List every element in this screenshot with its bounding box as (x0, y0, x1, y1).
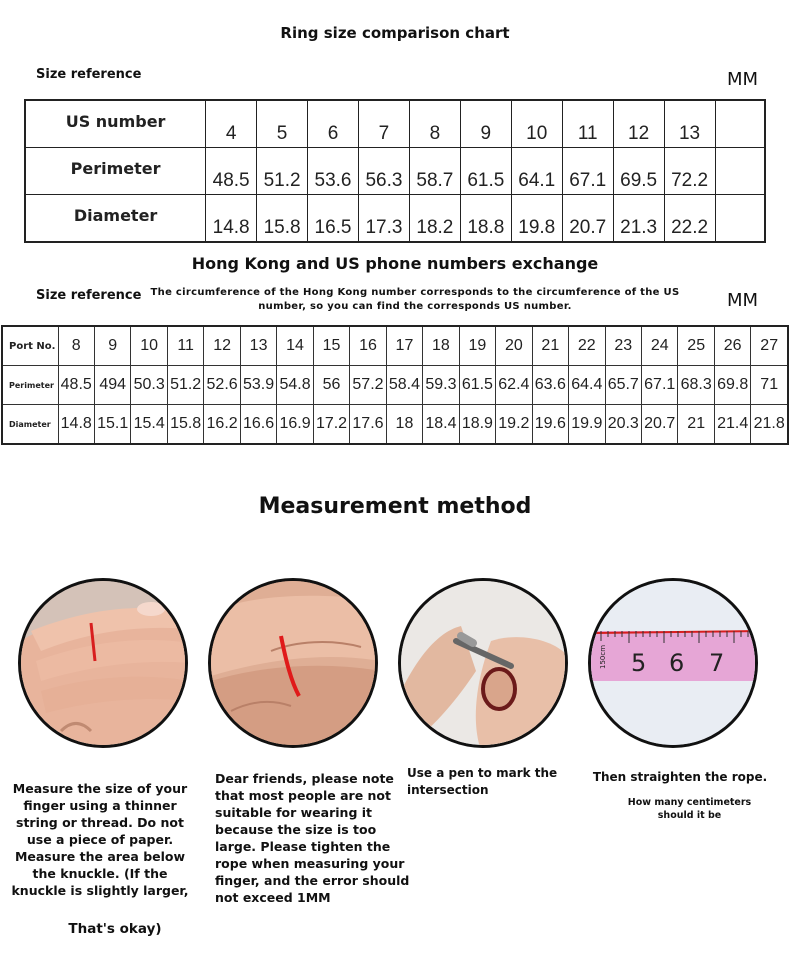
table-cell: 4 (206, 100, 257, 148)
table-cell: 15.1 (94, 405, 130, 445)
tape-label-5: 5 (631, 649, 647, 677)
row-header: Port No. (2, 326, 58, 366)
table-cell: 21.8 (751, 405, 788, 445)
table-row (2, 326, 788, 366)
row-header: US number (25, 100, 206, 148)
table-cell: 53.9 (240, 366, 276, 405)
unit-label: MM (727, 69, 759, 90)
table-cell: 21.4 (714, 405, 750, 445)
table-cell: 72.2 (664, 148, 715, 195)
table-cell: 26 (714, 326, 750, 366)
table-cell: 59.3 (423, 366, 459, 405)
table-cell: 18.9 (459, 405, 495, 445)
table-cell: 11 (562, 100, 613, 148)
unit-label-2: MM (727, 290, 759, 311)
table-cell: 61.5 (459, 366, 495, 405)
table-cell: 16.2 (204, 405, 240, 445)
exchange-note: The circumference of the Hong Kong number corresponds to the circumference of the US number, so you can find the corresponds US number. (150, 287, 680, 312)
table-cell: 17.3 (358, 195, 409, 243)
table-cell: 17.2 (313, 405, 349, 445)
finger-closeup-image (211, 581, 378, 748)
tape-label-6: 6 (669, 649, 685, 677)
table-cell: 10 (511, 100, 562, 148)
table-row (2, 405, 788, 445)
step3-photo (398, 578, 568, 748)
table-cell: 11 (167, 326, 203, 366)
table-cell: 19.8 (511, 195, 562, 243)
table-cell: 20 (496, 326, 532, 366)
step4-photo (588, 578, 758, 748)
method-title: Measurement method (258, 494, 532, 519)
table-cell: 69.5 (613, 148, 664, 195)
table-cell: 21 (678, 405, 714, 445)
table-cell: 63.6 (532, 366, 568, 405)
table-cell: 67.1 (562, 148, 613, 195)
table-cell: 61.5 (460, 148, 511, 195)
table-cell: 9 (94, 326, 130, 366)
table-cell (715, 148, 765, 195)
table-cell: 14 (277, 326, 313, 366)
table-cell: 14.8 (58, 405, 94, 445)
step2-photo (208, 578, 378, 748)
table-cell: 18 (386, 405, 422, 445)
table-cell: 22 (569, 326, 605, 366)
table-cell: 8 (409, 100, 460, 148)
row-header: Diameter (2, 405, 58, 445)
table-cell (715, 195, 765, 243)
step1-caption: Measure the size of your finger using a thinner string or thread. Do not use a piece of paper. Measure the area below the knuckle. (If the knuckle is slightly larger, (11, 781, 189, 898)
table-cell: 9 (460, 100, 511, 148)
table-cell: 64.4 (569, 366, 605, 405)
table-cell: 65.7 (605, 366, 641, 405)
table-cell: 52.6 (204, 366, 240, 405)
table-cell: 12 (204, 326, 240, 366)
size-reference-label: Size reference (36, 67, 142, 82)
table-cell: 8 (58, 326, 94, 366)
table-cell: 56.3 (358, 148, 409, 195)
table-cell: 19 (459, 326, 495, 366)
step3-caption: Use a pen to mark the intersection (407, 766, 558, 797)
table-row (25, 148, 765, 195)
step1-caption-end: That's okay) (68, 921, 162, 937)
table-cell: 10 (131, 326, 167, 366)
table-cell: 58.4 (386, 366, 422, 405)
table-cell: 13 (240, 326, 276, 366)
table-cell: 68.3 (678, 366, 714, 405)
table-cell: 15 (313, 326, 349, 366)
table-cell: 15.4 (131, 405, 167, 445)
table-cell: 19.2 (496, 405, 532, 445)
hk-size-table (1, 325, 789, 445)
table-cell: 7 (358, 100, 409, 148)
table-cell: 67.1 (642, 366, 678, 405)
table-cell: 51.2 (257, 148, 308, 195)
table-cell: 48.5 (206, 148, 257, 195)
table-cell: 69.8 (714, 366, 750, 405)
step1-photo (18, 578, 188, 748)
us-size-table (24, 99, 766, 243)
table-cell: 14.8 (206, 195, 257, 243)
table-cell: 18 (423, 326, 459, 366)
table-cell: 21.3 (613, 195, 664, 243)
hand-thread-image (21, 581, 188, 748)
table-cell: 20.7 (562, 195, 613, 243)
table-cell: 50.3 (131, 366, 167, 405)
table-cell: 54.8 (277, 366, 313, 405)
table-cell: 51.2 (167, 366, 203, 405)
table-cell: 5 (257, 100, 308, 148)
table-cell: 13 (664, 100, 715, 148)
table-cell: 18.4 (423, 405, 459, 445)
table-cell: 19.6 (532, 405, 568, 445)
step4-caption: Then straighten the rope. (592, 770, 768, 784)
table-cell: 494 (94, 366, 130, 405)
table-cell (715, 100, 765, 148)
table-cell: 21 (532, 326, 568, 366)
table-cell: 16 (350, 326, 386, 366)
table-cell: 20.7 (642, 405, 678, 445)
tape-label-7: 7 (709, 649, 725, 677)
table-cell: 15.8 (257, 195, 308, 243)
table-cell: 53.6 (308, 148, 359, 195)
table-cell: 12 (613, 100, 664, 148)
table-cell: 20.3 (605, 405, 641, 445)
table-cell: 22.2 (664, 195, 715, 243)
pen-mark-image (401, 581, 568, 748)
table-cell: 56 (313, 366, 349, 405)
table-cell: 6 (308, 100, 359, 148)
table-cell: 57.2 (350, 366, 386, 405)
tape-side-label: 150cm (599, 644, 607, 669)
table-cell: 58.7 (409, 148, 460, 195)
tape-measure-image (591, 581, 758, 748)
step2-caption: Dear friends, please note that most people are not suitable for wearing it because the size is too large. Please tighten the rope when measuring your finger, and the error should not exceed 1MM (215, 771, 410, 905)
table-cell: 15.8 (167, 405, 203, 445)
table-cell: 23 (605, 326, 641, 366)
table-cell: 27 (751, 326, 788, 366)
table-cell: 18.8 (460, 195, 511, 243)
row-header: Perimeter (2, 366, 58, 405)
row-header: Perimeter (25, 148, 206, 195)
table-cell: 71 (751, 366, 788, 405)
table-cell: 24 (642, 326, 678, 366)
size-reference-label-2: Size reference (36, 288, 142, 303)
table-cell: 25 (678, 326, 714, 366)
table-cell: 16.6 (240, 405, 276, 445)
table-cell: 17 (386, 326, 422, 366)
table-cell: 16.9 (277, 405, 313, 445)
table-cell: 16.5 (308, 195, 359, 243)
exchange-title: Hong Kong and US phone numbers exchange (191, 254, 599, 273)
table-cell: 17.6 (350, 405, 386, 445)
table-cell: 48.5 (58, 366, 94, 405)
table-cell: 62.4 (496, 366, 532, 405)
table-row (25, 100, 765, 148)
table-cell: 19.9 (569, 405, 605, 445)
step4-subcaption: How many centimeters should it be (627, 797, 752, 821)
table-row (25, 195, 765, 243)
table-row (2, 366, 788, 405)
row-header: Diameter (25, 195, 206, 243)
chart-title: Ring size comparison chart (280, 24, 510, 42)
table-cell: 64.1 (511, 148, 562, 195)
table-cell: 18.2 (409, 195, 460, 243)
